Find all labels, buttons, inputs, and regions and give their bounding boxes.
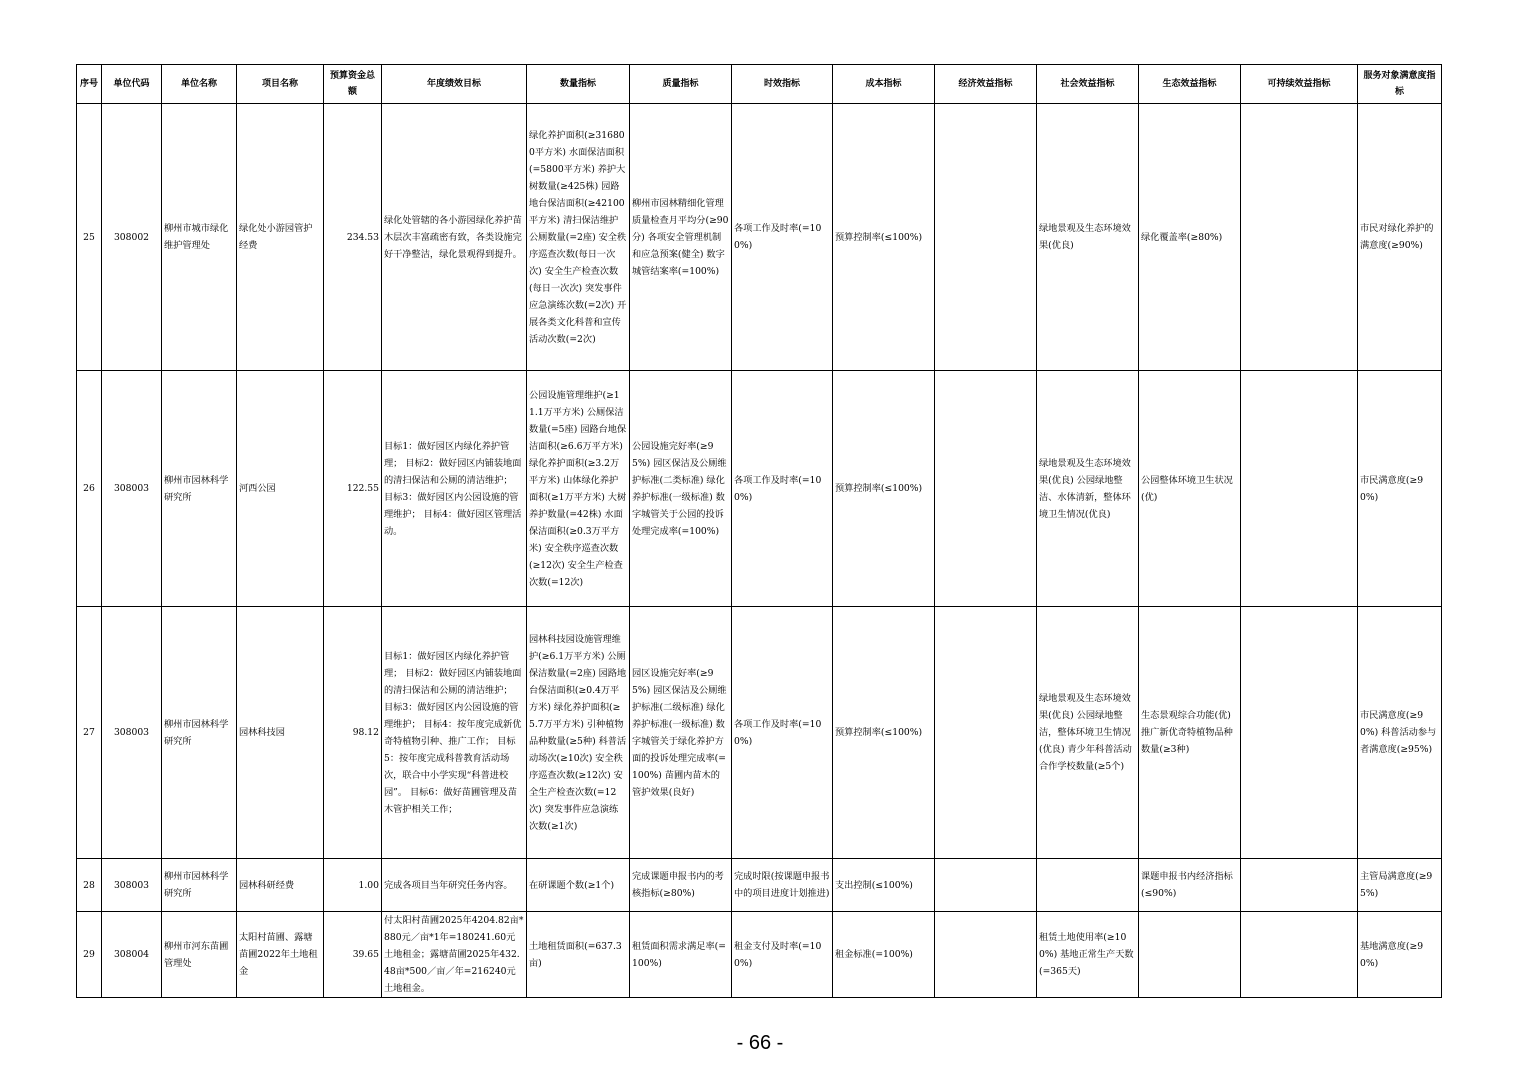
cell-unit-code: 308002 bbox=[102, 104, 162, 371]
cell-social: 绿地景观及生态环境效果(优良) 公园绿地整洁、水体清新，整体环境卫生情况(优良) bbox=[1037, 371, 1139, 607]
cell-ecological bbox=[1139, 912, 1241, 998]
header-unit-code: 单位代码 bbox=[102, 65, 162, 104]
table-row bbox=[77, 859, 1442, 912]
cell-seq: 25 bbox=[77, 104, 102, 371]
header-project-name: 项目名称 bbox=[237, 65, 324, 104]
cell-project-name: 河西公园 bbox=[237, 371, 324, 607]
cell-budget: 39.65 bbox=[324, 912, 382, 998]
cell-budget: 1.00 bbox=[324, 859, 382, 912]
cell-quality: 柳州市园林精细化管理质量检查月平均分(≥90分) 各项安全管理机制和应急预案(健全) 数字城管结案率(=100%) bbox=[630, 104, 732, 371]
cell-economic bbox=[935, 859, 1037, 912]
cell-annual-goal: 绿化处管辖的各小游园绿化养护苗木层次丰富疏密有致，各类设施完好干净整洁，绿化景观得到提升。 bbox=[382, 104, 527, 371]
cell-timeliness: 租金支付及时率(=100%) bbox=[732, 912, 833, 998]
cell-annual-goal: 目标1：做好园区内绿化养护管理； 目标2：做好园区内铺装地面的清扫保洁和公厕的清洁维护； 目标3：做好园区内公园设施的管理维护； 目标4：做好园区管理活动。 bbox=[382, 371, 527, 607]
cell-seq: 26 bbox=[77, 371, 102, 607]
cell-satisfaction: 市民满意度(≥90%) bbox=[1358, 371, 1442, 607]
cell-seq: 27 bbox=[77, 607, 102, 859]
cell-unit-name: 柳州市园林科学研究所 bbox=[162, 859, 237, 912]
cell-unit-name: 柳州市园林科学研究所 bbox=[162, 607, 237, 859]
header-quality: 质量指标 bbox=[630, 65, 732, 104]
cell-quality: 园区设施完好率(≥95%) 园区保洁及公厕维护标准(二级标准) 绿化养护标准(一级标准) 数字城管关于绿化养护方面的投诉处理完成率(=100%) 苗圃内苗木的管护效果(良好) bbox=[630, 607, 732, 859]
cell-cost: 预算控制率(≤100%) bbox=[833, 104, 935, 371]
header-seq: 序号 bbox=[77, 65, 102, 104]
cell-cost: 支出控制(≤100%) bbox=[833, 859, 935, 912]
cell-sustainable bbox=[1241, 912, 1358, 998]
cell-project-name: 园林科研经费 bbox=[237, 859, 324, 912]
header-timeliness: 时效指标 bbox=[732, 65, 833, 104]
cell-satisfaction: 市民满意度(≥90%) 科普活动参与者满意度(≥95%) bbox=[1358, 607, 1442, 859]
cell-unit-code: 308004 bbox=[102, 912, 162, 998]
cell-budget: 234.53 bbox=[324, 104, 382, 371]
cell-project-name: 太阳村苗圃、露塘苗圃2022年土地租金 bbox=[237, 912, 324, 998]
header-economic: 经济效益指标 bbox=[935, 65, 1037, 104]
table-row bbox=[77, 371, 1442, 607]
cell-ecological: 课题申报书内经济指标(≤90%) bbox=[1139, 859, 1241, 912]
cell-unit-code: 308003 bbox=[102, 859, 162, 912]
cell-ecological: 绿化覆盖率(≥80%) bbox=[1139, 104, 1241, 371]
cell-social: 绿地景观及生态环境效果(优良) bbox=[1037, 104, 1139, 371]
cell-satisfaction: 主管局满意度(≥95%) bbox=[1358, 859, 1442, 912]
cell-timeliness: 完成时限(按课题申报书中的项目进度计划推进) bbox=[732, 859, 833, 912]
cell-cost: 租金标准(=100%) bbox=[833, 912, 935, 998]
performance-target-table bbox=[76, 64, 1442, 998]
cell-economic bbox=[935, 607, 1037, 859]
cell-social: 租赁土地使用率(≥100%) 基地正常生产天数(=365天) bbox=[1037, 912, 1139, 998]
cell-project-name: 绿化处小游园管护经费 bbox=[237, 104, 324, 371]
cell-annual-goal: 付太阳村苗圃2025年4204.82亩*880元／亩*1年=180241.60元土地租金；露塘苗圃2025年432.48亩*500／亩／年=216240元土地租金。 bbox=[382, 912, 527, 998]
cell-ecological: 生态景观综合功能(优) 推广新优奇特植物品种数量(≥3种) bbox=[1139, 607, 1241, 859]
header-social: 社会效益指标 bbox=[1037, 65, 1139, 104]
cell-annual-goal: 目标1：做好园区内绿化养护管理； 目标2：做好园区内铺装地面的清扫保洁和公厕的清洁维护； 目标3：做好园区内公园设施的管理维护； 目标4：按年度完成新优奇特植物引种、推广工作； 目标5：按年度完成科普教育活动场次，联合中小学实现“科普进校园”。 目标6：做好苗圃管理及苗木管护相关工作； bbox=[382, 607, 527, 859]
cell-economic bbox=[935, 104, 1037, 371]
cell-timeliness: 各项工作及时率(=100%) bbox=[732, 104, 833, 371]
header-quantity: 数量指标 bbox=[527, 65, 630, 104]
cell-budget: 122.55 bbox=[324, 371, 382, 607]
table-row bbox=[77, 104, 1442, 371]
table-row bbox=[77, 607, 1442, 859]
cell-unit-name: 柳州市城市绿化维护管理处 bbox=[162, 104, 237, 371]
cell-satisfaction: 市民对绿化养护的满意度(≥90%) bbox=[1358, 104, 1442, 371]
header-budget: 预算资金总额 bbox=[324, 65, 382, 104]
cell-quality: 完成课题申报书内的考核指标(≥80%) bbox=[630, 859, 732, 912]
cell-quantity: 绿化养护面积(≥316800平方米) 水面保洁面积(=5800平方米) 养护大树数量(≥425株) 园路地台保洁面积(≥42100平方米) 清扫保洁维护公厕数量(=2座) 安全秩序巡查次数(每日一次次) 安全生产检查次数(每日一次次) 突发事件应急演练次数(=2次) 开展各类文化科普和宣传活动次数(=2次) bbox=[527, 104, 630, 371]
cell-sustainable bbox=[1241, 859, 1358, 912]
header-satisfaction: 服务对象满意度指标 bbox=[1358, 65, 1442, 104]
cell-ecological: 公园整体环境卫生状况(优) bbox=[1139, 371, 1241, 607]
header-row bbox=[77, 65, 1442, 104]
cell-quality: 租赁面积需求满足率(=100%) bbox=[630, 912, 732, 998]
cell-quantity: 公园设施管理维护(≥11.1万平方米) 公厕保洁数量(=5座) 园路台地保洁面积(≥6.6万平方米) 绿化养护面积(≥3.2万平方米) 山体绿化养护面积(≥1万平方米) 大树养护数量(=42株) 水面保洁面积(≥0.3万平方米) 安全秩序巡查次数(≥12次) 安全生产检查次数(=12次) bbox=[527, 371, 630, 607]
cell-budget: 98.12 bbox=[324, 607, 382, 859]
cell-timeliness: 各项工作及时率(=100%) bbox=[732, 371, 833, 607]
cell-cost: 预算控制率(≤100%) bbox=[833, 371, 935, 607]
cell-unit-code: 308003 bbox=[102, 371, 162, 607]
cell-quality: 公园设施完好率(≥95%) 园区保洁及公厕维护标准(二类标准) 绿化养护标准(一级标准) 数字城管关于公园的投诉处理完成率(=100%) bbox=[630, 371, 732, 607]
page-number: - 66 - bbox=[736, 1032, 784, 1054]
cell-seq: 28 bbox=[77, 859, 102, 912]
header-ecological: 生态效益指标 bbox=[1139, 65, 1241, 104]
header-unit-name: 单位名称 bbox=[162, 65, 237, 104]
cell-quantity: 土地租赁面积(=637.3亩) bbox=[527, 912, 630, 998]
header-cost: 成本指标 bbox=[833, 65, 935, 104]
header-annual-goal: 年度绩效目标 bbox=[382, 65, 527, 104]
cell-sustainable bbox=[1241, 607, 1358, 859]
cell-social: 绿地景观及生态环境效果(优良) 公园绿地整洁，整体环境卫生情况(优良) 青少年科普活动合作学校数量(≥5个) bbox=[1037, 607, 1139, 859]
cell-unit-name: 柳州市河东苗圃管理处 bbox=[162, 912, 237, 998]
cell-economic bbox=[935, 371, 1037, 607]
cell-quantity: 园林科技园设施管理维护(≥6.1万平方米) 公厕保洁数量(=2座) 园路地台保洁面积(≥0.4万平方米) 绿化养护面积(≥5.7万平方米) 引种植物品种数量(≥5种) 科普活动场次(≥10次) 安全秩序巡查次数(≥12次) 安全生产检查次数(=12次) 突发事件应急演练次数(≥1次) bbox=[527, 607, 630, 859]
cell-unit-code: 308003 bbox=[102, 607, 162, 859]
cell-timeliness: 各项工作及时率(=100%) bbox=[732, 607, 833, 859]
cell-cost: 预算控制率(≤100%) bbox=[833, 607, 935, 859]
cell-unit-name: 柳州市园林科学研究所 bbox=[162, 371, 237, 607]
header-sustainable: 可持续效益指标 bbox=[1241, 65, 1358, 104]
table-row bbox=[77, 912, 1442, 998]
cell-project-name: 园林科技园 bbox=[237, 607, 324, 859]
cell-sustainable bbox=[1241, 371, 1358, 607]
cell-social bbox=[1037, 859, 1139, 912]
cell-satisfaction: 基地满意度(≥90%) bbox=[1358, 912, 1442, 998]
cell-quantity: 在研课题个数(≥1个) bbox=[527, 859, 630, 912]
cell-seq: 29 bbox=[77, 912, 102, 998]
cell-sustainable bbox=[1241, 104, 1358, 371]
cell-annual-goal: 完成各项目当年研究任务内容。 bbox=[382, 859, 527, 912]
cell-economic bbox=[935, 912, 1037, 998]
